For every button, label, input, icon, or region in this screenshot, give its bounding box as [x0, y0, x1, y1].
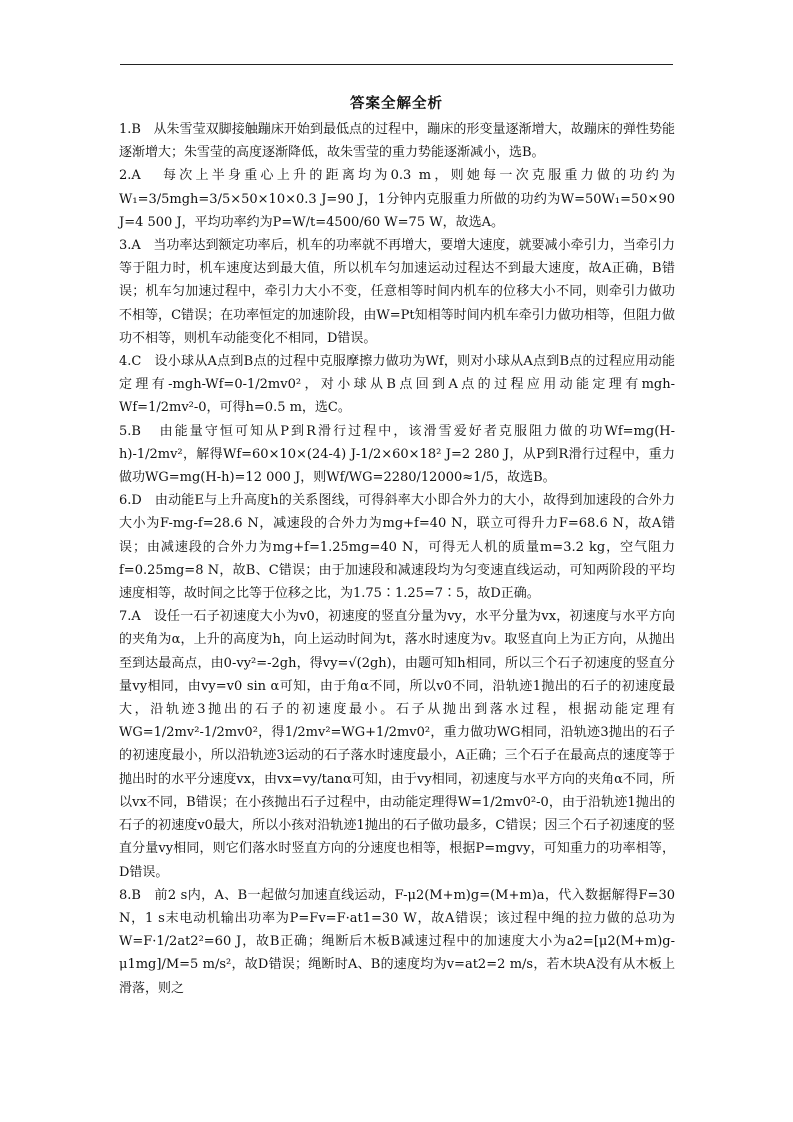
answer-item: [119, 489, 675, 605]
answer-text: 从朱雪莹双脚接触蹦床开始到最低点的过程中，蹦床的形变量逐渐增大，故蹦床的弹性势能逐渐增大；朱雪莹的高度逐渐降低，故朱雪莹的重力势能逐渐减小，选B。: [119, 122, 675, 161]
answer-text: 当功率达到额定功率后，机车的功率就不再增大，要增大速度，就要减小牵引力，当牵引力等于阻力时，机车速度达到最大值，所以机车匀加速运动过程达不到最大速度，故A正确，B错误；机车匀加速过程中，牵引力大小不变，任意相等时间内机车的位移大小不同，则牵引力做功不相等，C错误；在功率恒定的加速阶段，由W=Pt知相等时间内机车牵引力做功相等，但阻力做功不相等，则机车动能变化不相同，D错误。: [119, 238, 675, 346]
answer-text: 前2 s内，A、B一起做匀加速直线运动，F-μ2(M+m)g=(M+m)a，代入数据解得F=30 N，1 s末电动机输出功率为P=Fv=F·at1=30 W，故A错误；该过程中绳的拉力做的总功为W=F·1/2at2²=60 J，故B正确；绳断后木板B减速过程中的加速度大小为a2=[μ2(M+m)g-μ1mg]/M=5 m/s²，故D错误；绳断时A、B的速度均为v=at2=2 m/s，若木块A没有从木板上滑落，则之: [119, 887, 675, 996]
answer-text: 设小球从A点到B点的过程中克服摩擦力做功为Wf，则对小球从A点到B点的过程应用动能定理有-mgh-Wf=0-1/2mv0²，对小球从B点回到A点的过程应用动能定理有mgh-Wf=1/2mv²-0，可得h=0.5 m，选C。: [119, 354, 675, 416]
answer-list: [119, 118, 675, 1000]
answer-number: 4.C: [119, 354, 142, 370]
answer-text: 设任一石子初速度大小为v0，初速度的竖直分量为vy，水平分量为vx，初速度与水平方向的夹角为α，上升的高度为h，向上运动时间为t，落水时速度为v。取竖直向上为正方向，从抛出至到达最高点，由0-vy²=-2gh，得vy=√(2gh)，由题可知h相同，所以三个石子初速度的竖直分量vy相同，由vy=v0 sin α可知，由于角α不同，所以v0不同，沿轨迹1抛出的石子的初速度最大，沿轨迹3抛出的石子的初速度最小。石子从抛出到落水过程，根据动能定理有WG=1/2mv²-1/2mv0²，得1/2mv²=WG+1/2mv0²，重力做功WG相同，沿轨迹3抛出的石子的初速度最小，所以沿轨迹3运动的石子落水时速度最小，A正确；三个石子在最高点的速度等于抛出时的水平分速度vx，由vx=vy/tanα可知，由于vy相同，初速度与水平方向的夹角α不同，所以vx不同，B错误；在小孩抛出石子过程中，由动能定理得W=1/2mv0²-0，由于沿轨迹1抛出的石子的初速度v0最大，所以小孩对沿轨迹1抛出的石子做功最多，C错误；因三个石子初速度的竖直分量vy相同，则它们落水时竖直方向的分速度也相等，根据P=mgvy，可知重力的功率相等，D错误。: [119, 609, 676, 880]
header-rule: [120, 64, 673, 65]
answer-number: 7.A: [119, 609, 141, 625]
answer-item: [119, 234, 675, 350]
answer-number: 2.A: [119, 168, 141, 184]
answer-item: [119, 605, 675, 883]
answer-text: 每次上半身重心上升的距离均为0.3 m，则她每一次克服重力做的功约为W₁=3/5mgh=3/5×50×10×0.3 J=90 J，1分钟内克服重力所做的功约为W=50W₁=50×90 J=4 500 J，平均功率约为P=W/t=4500/60 W=75 W，故选A。: [119, 168, 675, 230]
answer-number: 1.B: [119, 122, 141, 137]
answer-text: 由动能E与上升高度h的关系图线，可得斜率大小即合外力的大小，故得到加速段的合外力大小为F-mg-f=28.6 N，减速段的合外力为mg+f=40 N，联立可得升力F=68.6 N，故A错误；由减速段的合外力为mg+f=1.25mg=40 N，可得无人机的质量m=3.2 kg，空气阻力f=0.25mg=8 N，故B、C错误；由于加速段和减速段均为匀变速直线运动，可知两阶段的平均速度相等，故时间之比等于位移之比，为1.75∶1.25=7∶5，故D正确。: [119, 493, 675, 602]
answer-number: 6.D: [119, 493, 142, 509]
answer-text: 由能量守恒可知从P到R滑行过程中，该滑雪爱好者克服阻力做的功Wf=mg(H-h)-1/2mv²，解得Wf=60×10×(24-4) J-1/2×60×18² J=2 280 J，从P到R滑行过程中，重力做功WG=mg(H-h)=12 000 J，则Wf/WG=2280/12000≈1/5，故选B。: [119, 423, 675, 486]
answer-item: [119, 884, 675, 1000]
answer-item: [119, 164, 675, 234]
answer-number: 5.B: [119, 423, 141, 439]
page-title: 答案全解全析: [350, 95, 443, 112]
answer-number: 3.A: [119, 238, 141, 254]
answer-item: [119, 118, 675, 164]
answer-item: [119, 420, 675, 490]
answer-number: 8.B: [119, 887, 141, 903]
answer-item: [119, 350, 675, 420]
